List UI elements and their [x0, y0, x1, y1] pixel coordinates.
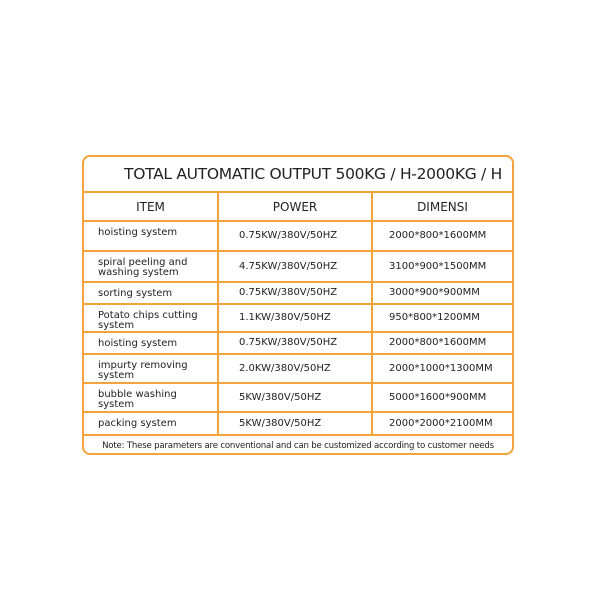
column-header-item: ITEM [84, 193, 218, 221]
table-title: TOTAL AUTOMATIC OUTPUT 500KG / H-2000KG / H [84, 157, 512, 193]
item-cell: packing system [84, 412, 218, 435]
spec-table-card [82, 155, 514, 455]
item-cell: spiral peeling and washing system [84, 251, 218, 282]
table-row [84, 251, 512, 282]
power-cell: 0.75KW/380V/50HZ [218, 332, 372, 354]
table-row [84, 354, 512, 383]
table-row [84, 221, 512, 251]
dimension-cell: 950*800*1200MM [372, 304, 512, 332]
power-cell: 4.75KW/380V/50HZ [218, 251, 372, 282]
power-cell: 0.75KW/380V/50HZ [218, 282, 372, 304]
item-cell: sorting system [84, 282, 218, 304]
dimension-cell: 2000*800*1600MM [372, 332, 512, 354]
power-cell: 2.0KW/380V/50HZ [218, 354, 372, 383]
note-text: Note: These parameters are conventional and can be customized according to customer needs [102, 441, 494, 451]
table-row [84, 383, 512, 412]
item-cell: impurty removing system [84, 354, 218, 383]
table-row [84, 412, 512, 435]
header-row [84, 193, 512, 221]
dimension-cell: 2000*800*1600MM [372, 221, 512, 251]
table-row [84, 332, 512, 354]
power-cell: 0.75KW/380V/50HZ [218, 221, 372, 251]
item-cell: Potato chips cutting system [84, 304, 218, 332]
dimension-cell: 3000*900*900MM [372, 282, 512, 304]
table-row [84, 304, 512, 332]
column-header-power: POWER [218, 193, 372, 221]
item-cell: bubble washing system [84, 383, 218, 412]
column-header-dimension: DIMENSI [372, 193, 512, 221]
spec-table [84, 193, 512, 436]
dimension-cell: 3100*900*1500MM [372, 251, 512, 282]
table-row [84, 282, 512, 304]
item-cell: hoisting system [84, 332, 218, 354]
dimension-cell: 2000*1000*1300MM [372, 354, 512, 383]
power-cell: 5KW/380V/50HZ [218, 383, 372, 412]
dimension-cell: 5000*1600*900MM [372, 383, 512, 412]
item-cell: hoisting system [84, 221, 218, 251]
power-cell: 1.1KW/380V/50HZ [218, 304, 372, 332]
power-cell: 5KW/380V/50HZ [218, 412, 372, 435]
dimension-cell: 2000*2000*2100MM [372, 412, 512, 435]
